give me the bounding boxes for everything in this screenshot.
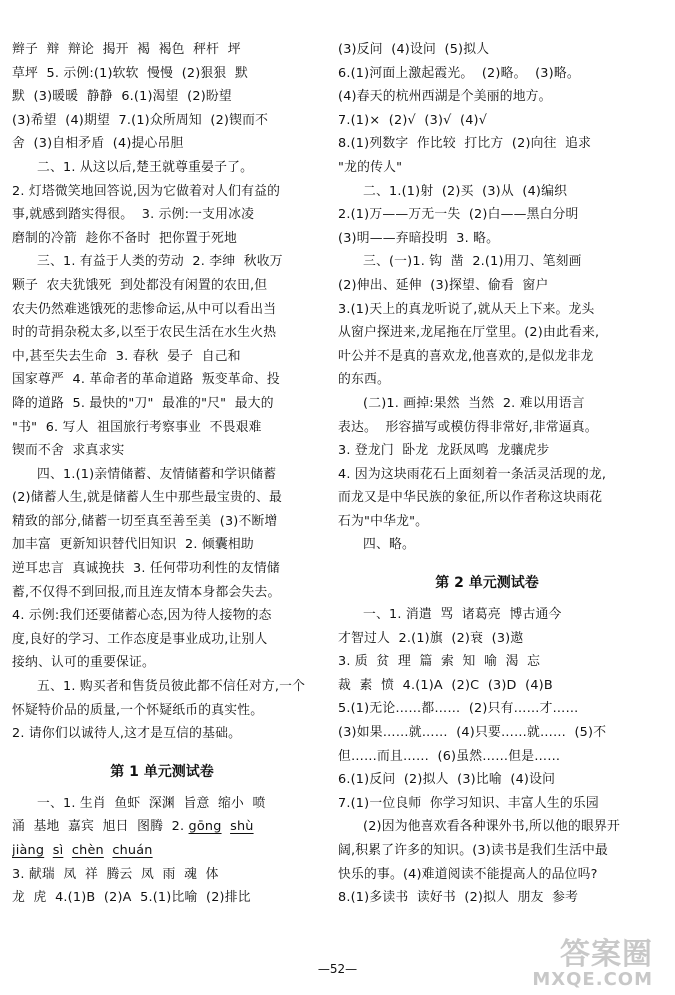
answer-line: 逆耳忠言 真诚挽扶 3. 任何带功利性的友情储 bbox=[12, 561, 280, 577]
answer-line: 6.(1)河面上激起霞光。 (2)略。 (3)略。 bbox=[338, 65, 580, 81]
answer-line: 7.(1)一位良师 你学习知识、丰富人生的乐园 bbox=[338, 795, 599, 811]
answer-line: 农夫仍然难逃饿死的悲惨命运,从中可以看出当 bbox=[12, 301, 277, 317]
answer-line: 6.(1)反问 (2)拟人 (3)比喻 (4)设问 bbox=[338, 772, 556, 788]
answer-line: 怀疑特价品的质量,一个怀疑纸币的真实性。 bbox=[12, 702, 264, 718]
answer-line: 四、略。 bbox=[363, 537, 415, 553]
answer-line: (3)如果……就…… (4)只要……就…… (5)不 bbox=[338, 725, 607, 741]
answer-line: 才智过人 2.(1)旗 (2)衰 (3)遨 bbox=[338, 630, 524, 646]
answer-line: 但……而且…… (6)虽然……但是…… bbox=[338, 748, 561, 764]
answer-line: 快乐的事。(4)难道阅读不能提高人的品位吗? bbox=[338, 866, 598, 882]
answer-line: (二)1. 画掉:果然 当然 2. 难以用语言 bbox=[363, 395, 585, 411]
answer-line: 舍 (3)自相矛盾 (4)提心吊胆 bbox=[12, 136, 184, 152]
answer-line: 3. 登龙门 卧龙 龙跃凤鸣 龙骧虎步 bbox=[338, 443, 550, 459]
answer-line: 颗子 农夫犹饿死 到处都没有闲置的农田,但 bbox=[12, 277, 268, 293]
answer-line: 裁 素 愤 4.(1)A (2)C (3)D (4)B bbox=[338, 677, 553, 693]
answer-line: 接纳、认可的重要保证。 bbox=[12, 655, 155, 671]
answer-line: 涌 基地 嘉宾 旭日 图腾 2. gōng shù bbox=[12, 819, 254, 835]
answer-line: 4. 因为这块雨花石上面刻着一条活灵活现的龙, bbox=[338, 466, 607, 482]
answer-line: (3)反问 (4)设问 (5)拟人 bbox=[338, 42, 490, 57]
answer-line: 阔,积累了许多的知识。(3)读书是我们生活中最 bbox=[338, 843, 608, 858]
unit2-test-title: 第 2 单元测试卷 bbox=[435, 575, 539, 592]
answer-line: (2)储蓄人生,就是储蓄人生中那些最宝贵的、最 bbox=[12, 490, 282, 506]
right-answer-block bbox=[338, 38, 636, 557]
answer-line: (3)明——弃暗投明 3. 略。 bbox=[338, 230, 500, 246]
unit1-test-title: 第 1 单元测试卷 bbox=[110, 763, 214, 780]
unit1-answers bbox=[12, 792, 312, 910]
pinyin-word: chuán bbox=[112, 843, 153, 858]
page-number: —52— bbox=[317, 962, 358, 976]
answer-line: 从窗户探进来,龙尾拖在厅堂里。(2)由此看来, bbox=[338, 325, 600, 341]
answer-line: (2)伸出、延伸 (3)探望、偷看 窗户 bbox=[338, 277, 549, 293]
pinyin-word: gōng bbox=[188, 819, 222, 835]
watermark-logo: 答案圈 MXQE.COM bbox=[532, 937, 653, 990]
answer-line: 二、1.(1)射 (2)买 (3)从 (4)编织 bbox=[363, 183, 568, 199]
answer-line: 2. 灯塔微笑地回答说,因为它做着对人们有益的 bbox=[12, 183, 281, 199]
left-answer-block bbox=[12, 38, 312, 746]
answer-line: 3.(1)天上的真龙听说了,就从天上下来。龙头 bbox=[338, 301, 595, 317]
answer-line: (4)春天的杭州西湖是个美丽的地方。 bbox=[338, 89, 552, 105]
answer-line: 3. 献瑞 凤 祥 腾云 凤 雨 魂 体 bbox=[12, 866, 219, 882]
pinyin-word: sì bbox=[52, 843, 64, 858]
pinyin-word: shù bbox=[230, 819, 254, 835]
answer-line: 的东西。 bbox=[338, 372, 390, 388]
answer-line: 一、1. 消遣 骂 诸葛亮 博古通今 bbox=[363, 607, 562, 623]
answer-line: 降的道路 5. 最快的"刀" 最准的"尺" 最大的 bbox=[12, 395, 274, 411]
answer-line: 时的苛捐杂税太多,以至于农民生活在水生火热 bbox=[12, 325, 277, 341]
answer-line: 锲而不舍 求真求实 bbox=[12, 443, 125, 459]
answer-line: 8.(1)多读书 读好书 (2)拟人 朋友 参考 bbox=[338, 890, 579, 906]
answer-line: 加丰富 更新知识替代旧知识 2. 倾囊相助 bbox=[12, 537, 254, 553]
answer-line: (3)希望 (4)期望 7.(1)众所周知 (2)锲而不 bbox=[12, 112, 269, 128]
pinyin-line bbox=[12, 839, 312, 863]
answer-line: 三、(一)1. 钩 凿 2.(1)用刀、笔刻画 bbox=[363, 254, 582, 270]
answer-line: "龙的传人" bbox=[338, 159, 403, 175]
answer-line: 四、1.(1)亲情储蓄、友情储蓄和学识储蓄 bbox=[37, 466, 277, 482]
answer-line: 叶公并不是真的喜欢龙,他喜欢的,是似龙非龙 bbox=[338, 348, 594, 364]
answer-line: 4. 示例:我们还要储蓄心态,因为待人接物的态 bbox=[12, 608, 272, 624]
answer-line: 3. 质 贫 理 篇 索 知 喻 渴 忘 bbox=[338, 654, 541, 670]
answer-line: 5.(1)无论……都…… (2)只有……才…… bbox=[338, 701, 579, 717]
answer-line: 辫子 辩 辩论 揭开 褐 褐色 秤杆 坪 bbox=[12, 42, 241, 57]
answer-line: 一、1. 生肖 鱼虾 深渊 旨意 缩小 喷 bbox=[37, 795, 266, 811]
unit2-answers bbox=[338, 603, 636, 910]
left-column bbox=[12, 38, 312, 910]
answer-line: 龙 虎 4.(1)B (2)A 5.(1)比喻 (2)排比 bbox=[12, 890, 251, 906]
answer-line: 精致的部分,储蓄一切至真至善至美 (3)不断增 bbox=[12, 513, 278, 529]
answer-line: 2. 请你们以诚待人,这才是互信的基础。 bbox=[12, 726, 242, 742]
answer-line: 石为"中华龙"。 bbox=[338, 513, 429, 529]
answer-line: 五、1. 购买者和售货员彼此都不信任对方,一个 bbox=[37, 679, 306, 695]
answer-line: "书" 6. 写人 祖国旅行考察事业 不畏艰难 bbox=[12, 419, 262, 435]
answer-line: 2.(1)万——万无一失 (2)白——黑白分明 bbox=[338, 207, 579, 223]
answer-line: 磨制的冷箭 趁你不备时 把你置于死地 bbox=[12, 230, 238, 246]
answer-line: 默 (3)暖暖 静静 6.(1)渴望 (2)盼望 bbox=[12, 89, 232, 105]
answer-line: 草坪 5. 示例:(1)软软 慢慢 (2)狠狠 默 bbox=[12, 65, 248, 81]
answer-line: 表达。 形容描写或模仿得非常好,非常逼真。 bbox=[338, 419, 598, 435]
answer-line: (2)因为他喜欢看各种课外书,所以他的眼界开 bbox=[363, 819, 620, 835]
answer-line: 中,甚至失去生命 3. 春秋 晏子 自己和 bbox=[12, 348, 241, 364]
pinyin-word: chèn bbox=[71, 843, 104, 858]
answer-line: 蓄,不仅得不到回报,而且连友情本身都会失去。 bbox=[12, 584, 281, 600]
answer-line: 三、1. 有益于人类的劳动 2. 李绅 秋收万 bbox=[37, 254, 283, 270]
answer-line: 国家尊严 4. 革命者的革命道路 叛变革命、投 bbox=[12, 372, 280, 388]
answer-line: 8.(1)列数字 作比较 打比方 (2)向往 追求 bbox=[338, 136, 592, 152]
answer-line: 事,就感到踏实得很。 3. 示例:一支用冰凌 bbox=[12, 207, 255, 223]
answer-line: 度,良好的学习、工作态度是事业成功,让别人 bbox=[12, 631, 268, 647]
right-column bbox=[338, 38, 636, 910]
answer-line: 而龙又是中华民族的象征,所以作者称这块雨花 bbox=[338, 490, 603, 506]
pinyin-word: jiàng bbox=[12, 843, 45, 858]
answer-line: 7.(1)× (2)√ (3)√ (4)√ bbox=[338, 112, 488, 128]
answer-line: 二、1. 从这以后,楚王就尊重晏子了。 bbox=[37, 159, 254, 175]
